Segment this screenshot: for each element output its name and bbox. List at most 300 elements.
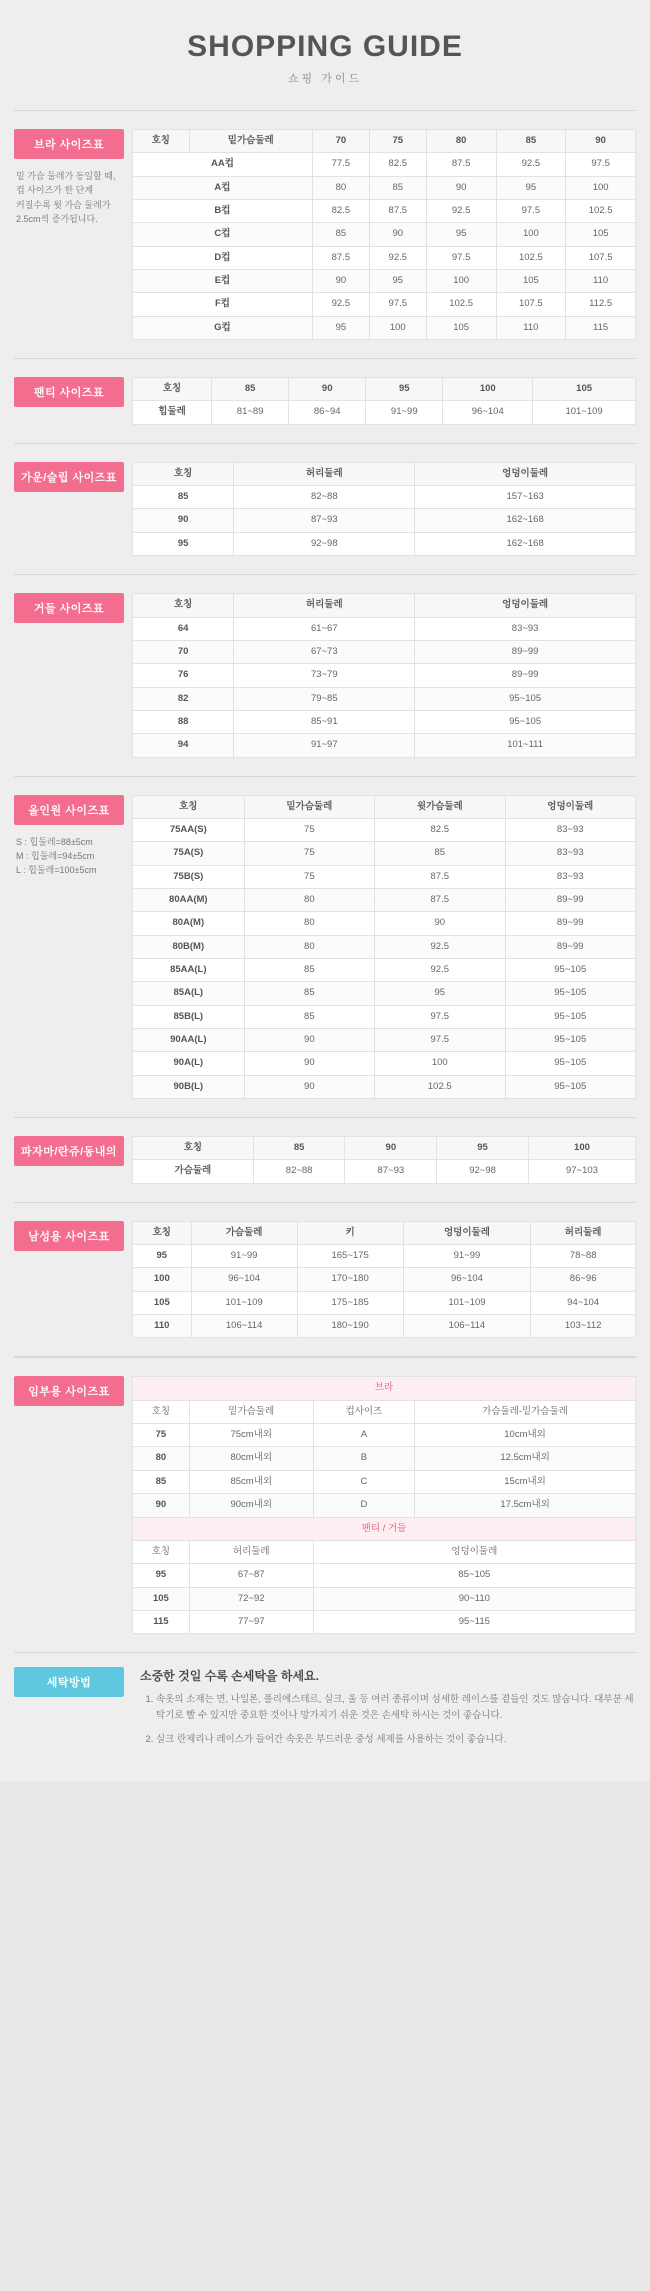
row-label: 힙둘레 bbox=[133, 401, 212, 424]
table-cell: 92.5 bbox=[426, 200, 496, 223]
column-header: 호칭 bbox=[133, 1137, 254, 1160]
wash-list bbox=[140, 1692, 636, 1747]
table-cell: 112.5 bbox=[566, 293, 636, 316]
wash-instruction: 1. 속옷의 소재는 면, 나일론, 폴리에스테르, 실크, 울 등 여러 종류이며 섬세한 레이스를 곁들인 것도 많습니다. 대부분 세탁기로 빨 수 있지만 중요한 것이나 망가지기 쉬운 것은 손세탁 하시는 것이 좋습니다. bbox=[156, 1692, 636, 1724]
row-label: 80AA(M) bbox=[133, 888, 245, 911]
table-row bbox=[133, 1268, 636, 1291]
section-tag: 올인원 사이즈표 bbox=[14, 795, 124, 825]
row-label: 95 bbox=[133, 1564, 190, 1587]
table-cell: 77.5 bbox=[312, 153, 369, 176]
table-cell: 101~109 bbox=[403, 1291, 531, 1314]
column-header: 85 bbox=[212, 378, 289, 401]
table-row bbox=[133, 1564, 636, 1587]
column-header: 호칭 bbox=[133, 130, 190, 153]
table-cell: 95~105 bbox=[505, 1075, 636, 1098]
table-cell: 95~115 bbox=[313, 1610, 635, 1633]
table-cell: 92~98 bbox=[234, 532, 415, 555]
row-label: 100 bbox=[133, 1268, 192, 1291]
table-cell: 72~92 bbox=[189, 1587, 313, 1610]
column-header: 75 bbox=[369, 130, 426, 153]
table-cell: 95 bbox=[375, 982, 505, 1005]
table-cell: 80 bbox=[244, 935, 374, 958]
table-row bbox=[133, 532, 636, 555]
table-cell: A bbox=[313, 1424, 415, 1447]
table-cell: 85 bbox=[369, 176, 426, 199]
table-cell: 82~88 bbox=[234, 486, 415, 509]
table-row bbox=[133, 316, 636, 339]
table-cell: 83~93 bbox=[415, 617, 636, 640]
table-cell: 170~180 bbox=[297, 1268, 403, 1291]
row-label: 115 bbox=[133, 1610, 190, 1633]
table-cell: 82.5 bbox=[369, 153, 426, 176]
table-cell: 75 bbox=[244, 865, 374, 888]
row-label: C컵 bbox=[133, 223, 313, 246]
row-label: 82 bbox=[133, 687, 234, 710]
table-row bbox=[133, 710, 636, 733]
table-cell: 94~104 bbox=[531, 1291, 636, 1314]
section-left-col bbox=[14, 129, 132, 227]
column-header: 85 bbox=[496, 130, 566, 153]
section-right-col bbox=[132, 462, 636, 556]
table-cell: 12.5cm내외 bbox=[415, 1447, 636, 1470]
column-header: 95 bbox=[366, 378, 443, 401]
row-label: F컵 bbox=[133, 293, 313, 316]
table-row bbox=[133, 1052, 636, 1075]
table-cell: 67~73 bbox=[234, 640, 415, 663]
row-label: AA컵 bbox=[133, 153, 313, 176]
table-cell: 115 bbox=[566, 316, 636, 339]
section-tag-maternity: 임부용 사이즈표 bbox=[14, 1376, 124, 1406]
table-row bbox=[133, 1610, 636, 1633]
table-row bbox=[133, 246, 636, 269]
section-note: 밑 가슴 둘레가 동일할 때, 컵 사이즈가 한 단계 커질수록 윗 가슴 둘레가 2.5cm씩 증가됩니다. bbox=[16, 171, 116, 225]
bottom-bar bbox=[0, 1781, 650, 1799]
table-cell: 89~99 bbox=[415, 664, 636, 687]
table-cell: 95~105 bbox=[415, 687, 636, 710]
section-tag: 가운/슬립 사이즈표 bbox=[14, 462, 124, 492]
table-row bbox=[133, 223, 636, 246]
table-cell: 95 bbox=[426, 223, 496, 246]
table-cell: 102.5 bbox=[375, 1075, 505, 1098]
table-cell: 91~99 bbox=[403, 1245, 531, 1268]
column-header: 95 bbox=[437, 1137, 529, 1160]
row-label: G컵 bbox=[133, 316, 313, 339]
row-label: E컵 bbox=[133, 270, 313, 293]
table-header-row bbox=[133, 1221, 636, 1244]
column-header: 엉덩이둘레 bbox=[505, 795, 636, 818]
wash-body bbox=[132, 1667, 636, 1754]
table-cell: 97~103 bbox=[528, 1160, 635, 1183]
table-cell: 90 bbox=[244, 1075, 374, 1098]
table-cell: 79~85 bbox=[234, 687, 415, 710]
row-label: 75 bbox=[133, 1424, 190, 1447]
column-header: 허리둘레 bbox=[189, 1540, 313, 1563]
table-cell: 90 bbox=[375, 912, 505, 935]
table-cell: 83~93 bbox=[505, 842, 636, 865]
row-label: 85 bbox=[133, 1470, 190, 1493]
row-label: 95 bbox=[133, 1245, 192, 1268]
table-cell: 102.5 bbox=[496, 246, 566, 269]
section-left-col bbox=[14, 795, 132, 878]
section-tag: 남성용 사이즈표 bbox=[14, 1221, 124, 1251]
table-cell: 75 bbox=[244, 842, 374, 865]
table-cell: 89~99 bbox=[505, 935, 636, 958]
table-row bbox=[133, 1447, 636, 1470]
wash-left-col bbox=[14, 1667, 132, 1697]
table-cell: 78~88 bbox=[531, 1245, 636, 1268]
wash-title: 소중한 것일 수록 손세탁을 하세요. bbox=[140, 1669, 319, 1684]
table-cell: 92~98 bbox=[437, 1160, 529, 1183]
row-label: 95 bbox=[133, 532, 234, 555]
table-row bbox=[133, 888, 636, 911]
column-header: 100 bbox=[443, 378, 533, 401]
row-label: 90B(L) bbox=[133, 1075, 245, 1098]
table-cell: 107.5 bbox=[496, 293, 566, 316]
section-tag: 파자마/란쥬/동내의 bbox=[14, 1136, 124, 1166]
table-cell: 96~104 bbox=[443, 401, 533, 424]
table-cell: 82.5 bbox=[375, 818, 505, 841]
table-row bbox=[133, 1029, 636, 1052]
table-cell: 83~93 bbox=[505, 818, 636, 841]
table-cell: 92.5 bbox=[369, 246, 426, 269]
row-label: A컵 bbox=[133, 176, 313, 199]
column-header: 80 bbox=[426, 130, 496, 153]
row-label: 94 bbox=[133, 734, 234, 757]
table-header-row bbox=[133, 1540, 636, 1563]
table-cell: 80 bbox=[244, 888, 374, 911]
table-cell: 89~99 bbox=[415, 640, 636, 663]
row-label: 80A(M) bbox=[133, 912, 245, 935]
section-left-col bbox=[14, 1136, 132, 1166]
section-size-table bbox=[0, 444, 650, 574]
table-cell: 100 bbox=[566, 176, 636, 199]
column-header: 윗가슴둘레 bbox=[375, 795, 505, 818]
table-cell: 97.5 bbox=[375, 1029, 505, 1052]
size-table bbox=[132, 1221, 636, 1339]
table-row bbox=[133, 509, 636, 532]
table-row bbox=[133, 912, 636, 935]
table-row bbox=[133, 401, 636, 424]
table-cell: 96~104 bbox=[403, 1268, 531, 1291]
table-cell: 97.5 bbox=[566, 153, 636, 176]
table-cell: 162~168 bbox=[415, 509, 636, 532]
table-cell: 96~104 bbox=[191, 1268, 297, 1291]
section-size-table bbox=[0, 777, 650, 1117]
table-cell: 95 bbox=[312, 316, 369, 339]
column-header: 허리둘레 bbox=[234, 462, 415, 485]
table-cell: 85~105 bbox=[313, 1564, 635, 1587]
table-cell: 92.5 bbox=[375, 958, 505, 981]
table-cell: 95 bbox=[496, 176, 566, 199]
row-label: 70 bbox=[133, 640, 234, 663]
table-row bbox=[133, 293, 636, 316]
row-label: D컵 bbox=[133, 246, 313, 269]
column-header: 엉덩이둘레 bbox=[415, 594, 636, 617]
row-label: 80 bbox=[133, 1447, 190, 1470]
row-label: 64 bbox=[133, 617, 234, 640]
table-cell: 92.5 bbox=[312, 293, 369, 316]
wash-instruction: 2. 실크 란제리나 레이스가 들어간 속옷은 부드러운 중성 세제를 사용하는 것이 좋습니다. bbox=[156, 1732, 636, 1748]
table-row bbox=[133, 153, 636, 176]
page-subtitle: 쇼핑 가이드 bbox=[287, 73, 363, 85]
table-cell: 100 bbox=[375, 1052, 505, 1075]
table-cell: 87.5 bbox=[375, 888, 505, 911]
row-label: 75B(S) bbox=[133, 865, 245, 888]
table-cell: 102.5 bbox=[426, 293, 496, 316]
table-cell: 90 bbox=[312, 270, 369, 293]
table-cell: 67~87 bbox=[189, 1564, 313, 1587]
size-table bbox=[132, 795, 636, 1099]
table-cell: 87.5 bbox=[312, 246, 369, 269]
table-cell: 75 bbox=[244, 818, 374, 841]
row-label: 90 bbox=[133, 1494, 190, 1517]
section-note: S : 힙둘레=88±5cm M : 힙둘레=94±5cm L : 힙둘레=100±5cm bbox=[16, 836, 97, 876]
table-cell: 85cm내외 bbox=[189, 1470, 313, 1493]
table-row bbox=[133, 935, 636, 958]
table-cell: 162~168 bbox=[415, 532, 636, 555]
table-header-row bbox=[133, 462, 636, 485]
column-header: 밑가슴둘레 bbox=[244, 795, 374, 818]
column-header: 밑가슴둘레 bbox=[189, 130, 312, 153]
table-cell: 10cm내외 bbox=[415, 1424, 636, 1447]
table-row bbox=[133, 734, 636, 757]
table-row bbox=[133, 1291, 636, 1314]
column-header: 가슴둘레-밑가슴둘레 bbox=[415, 1400, 636, 1423]
table-cell: 82~88 bbox=[253, 1160, 345, 1183]
table-row bbox=[133, 200, 636, 223]
section-right-col bbox=[132, 377, 636, 425]
row-label: 가슴둘레 bbox=[133, 1160, 254, 1183]
table-cell: 91~99 bbox=[191, 1245, 297, 1268]
table-cell: 90 bbox=[244, 1029, 374, 1052]
table-cell: 83~93 bbox=[505, 865, 636, 888]
table-cell: 85 bbox=[312, 223, 369, 246]
row-label: 110 bbox=[133, 1315, 192, 1338]
table-cell: 87.5 bbox=[426, 153, 496, 176]
page-header bbox=[0, 0, 650, 110]
size-table bbox=[132, 593, 636, 757]
section-left-col bbox=[14, 462, 132, 492]
table-cell: 92.5 bbox=[496, 153, 566, 176]
table-row bbox=[133, 958, 636, 981]
table-cell: 105 bbox=[566, 223, 636, 246]
table-cell: 80cm내외 bbox=[189, 1447, 313, 1470]
table-cell: 81~89 bbox=[212, 401, 289, 424]
column-header: 엉덩이둘레 bbox=[313, 1540, 635, 1563]
table-header-row bbox=[133, 594, 636, 617]
table-cell: 90 bbox=[369, 223, 426, 246]
table-row bbox=[133, 1470, 636, 1493]
column-header: 키 bbox=[297, 1221, 403, 1244]
table-row bbox=[133, 617, 636, 640]
row-label: 85B(L) bbox=[133, 1005, 245, 1028]
column-header: 엉덩이둘레 bbox=[403, 1221, 531, 1244]
table-cell: 75cm내외 bbox=[189, 1424, 313, 1447]
size-table bbox=[132, 129, 636, 340]
table-cell: 157~163 bbox=[415, 486, 636, 509]
column-header: 엉덩이둘레 bbox=[415, 462, 636, 485]
table-cell: 106~114 bbox=[191, 1315, 297, 1338]
table-row bbox=[133, 1160, 636, 1183]
row-label: 85AA(L) bbox=[133, 958, 245, 981]
table-cell: 175~185 bbox=[297, 1291, 403, 1314]
table-cell: 85~91 bbox=[234, 710, 415, 733]
maternity-right-col bbox=[132, 1376, 636, 1634]
table-cell: 97.5 bbox=[426, 246, 496, 269]
table-cell: 17.5cm내외 bbox=[415, 1494, 636, 1517]
section-wash bbox=[0, 1653, 650, 1780]
table-row bbox=[133, 270, 636, 293]
table-cell: D bbox=[313, 1494, 415, 1517]
subheader-label: 팬티 / 거들 bbox=[133, 1517, 636, 1540]
row-label: 90 bbox=[133, 509, 234, 532]
section-size-table bbox=[0, 575, 650, 775]
table-cell: 87.5 bbox=[375, 865, 505, 888]
table-cell: 82.5 bbox=[312, 200, 369, 223]
table-cell: 95~105 bbox=[505, 1005, 636, 1028]
table-subheader-row bbox=[133, 1377, 636, 1400]
table-cell: 97.5 bbox=[496, 200, 566, 223]
table-cell: 85 bbox=[244, 982, 374, 1005]
table-cell: 87~93 bbox=[234, 509, 415, 532]
table-cell: 89~99 bbox=[505, 888, 636, 911]
table-row bbox=[133, 486, 636, 509]
table-header-row bbox=[133, 130, 636, 153]
table-row bbox=[133, 664, 636, 687]
table-cell: 80 bbox=[244, 912, 374, 935]
table-cell: 85 bbox=[244, 958, 374, 981]
table-cell: B bbox=[313, 1447, 415, 1470]
table-cell: 95~105 bbox=[505, 982, 636, 1005]
row-label: 105 bbox=[133, 1587, 190, 1610]
column-header: 허리둘레 bbox=[234, 594, 415, 617]
row-label: B컵 bbox=[133, 200, 313, 223]
section-right-col bbox=[132, 1136, 636, 1184]
row-label: 90A(L) bbox=[133, 1052, 245, 1075]
size-table bbox=[132, 462, 636, 556]
table-cell: 101~111 bbox=[415, 734, 636, 757]
table-cell: 100 bbox=[426, 270, 496, 293]
row-label: 88 bbox=[133, 710, 234, 733]
row-label: 85 bbox=[133, 486, 234, 509]
table-cell: 85 bbox=[244, 1005, 374, 1028]
section-size-table bbox=[0, 1203, 650, 1357]
table-subheader-row bbox=[133, 1517, 636, 1540]
section-tag-wash: 세탁방법 bbox=[14, 1667, 124, 1697]
column-header: 호칭 bbox=[133, 1540, 190, 1563]
table-cell: 110 bbox=[496, 316, 566, 339]
table-cell: 90 bbox=[426, 176, 496, 199]
table-row bbox=[133, 865, 636, 888]
table-cell: 86~96 bbox=[531, 1268, 636, 1291]
table-cell: 86~94 bbox=[289, 401, 366, 424]
table-cell: 95~105 bbox=[505, 1029, 636, 1052]
table-row bbox=[133, 842, 636, 865]
table-cell: 102.5 bbox=[566, 200, 636, 223]
column-header: 호칭 bbox=[133, 1221, 192, 1244]
column-header: 호칭 bbox=[133, 1400, 190, 1423]
maternity-table bbox=[132, 1376, 636, 1634]
size-table bbox=[132, 377, 636, 425]
table-cell: 90~110 bbox=[313, 1587, 635, 1610]
row-label: 76 bbox=[133, 664, 234, 687]
table-cell: 95~105 bbox=[505, 1052, 636, 1075]
section-right-col bbox=[132, 795, 636, 1099]
table-row bbox=[133, 1587, 636, 1610]
table-cell: 100 bbox=[369, 316, 426, 339]
section-size-table bbox=[0, 1118, 650, 1202]
section-right-col bbox=[132, 129, 636, 340]
table-cell: 107.5 bbox=[566, 246, 636, 269]
maternity-left-col bbox=[14, 1376, 132, 1406]
table-row bbox=[133, 1245, 636, 1268]
section-size-table bbox=[0, 111, 650, 358]
subheader-label: 브라 bbox=[133, 1377, 636, 1400]
table-cell: C bbox=[313, 1470, 415, 1493]
table-cell: 165~175 bbox=[297, 1245, 403, 1268]
table-row bbox=[133, 818, 636, 841]
column-header: 컵사이즈 bbox=[313, 1400, 415, 1423]
table-row bbox=[133, 640, 636, 663]
section-left-col bbox=[14, 377, 132, 407]
table-cell: 105 bbox=[426, 316, 496, 339]
column-header: 85 bbox=[253, 1137, 345, 1160]
table-cell: 95 bbox=[369, 270, 426, 293]
table-cell: 180~190 bbox=[297, 1315, 403, 1338]
table-row bbox=[133, 1424, 636, 1447]
table-cell: 105 bbox=[496, 270, 566, 293]
table-row bbox=[133, 1315, 636, 1338]
table-cell: 95~105 bbox=[505, 958, 636, 981]
row-label: 105 bbox=[133, 1291, 192, 1314]
table-row bbox=[133, 687, 636, 710]
table-header-row bbox=[133, 1137, 636, 1160]
column-header: 호칭 bbox=[133, 795, 245, 818]
section-maternity bbox=[0, 1358, 650, 1652]
table-header-row bbox=[133, 378, 636, 401]
row-label: 75A(S) bbox=[133, 842, 245, 865]
table-cell: 15cm내외 bbox=[415, 1470, 636, 1493]
table-row bbox=[133, 1075, 636, 1098]
table-cell: 61~67 bbox=[234, 617, 415, 640]
column-header: 밑가슴둘레 bbox=[189, 1400, 313, 1423]
row-label: 85A(L) bbox=[133, 982, 245, 1005]
table-cell: 95~105 bbox=[415, 710, 636, 733]
page-title: SHOPPING GUIDE bbox=[187, 30, 463, 63]
table-cell: 73~79 bbox=[234, 664, 415, 687]
table-cell: 87~93 bbox=[345, 1160, 437, 1183]
section-tag: 팬티 사이즈표 bbox=[14, 377, 124, 407]
table-cell: 101~109 bbox=[191, 1291, 297, 1314]
column-header: 허리둘레 bbox=[531, 1221, 636, 1244]
table-row bbox=[133, 1494, 636, 1517]
column-header: 가슴둘레 bbox=[191, 1221, 297, 1244]
row-label: 75AA(S) bbox=[133, 818, 245, 841]
table-cell: 101~109 bbox=[533, 401, 636, 424]
table-cell: 92.5 bbox=[375, 935, 505, 958]
table-row bbox=[133, 982, 636, 1005]
table-cell: 106~114 bbox=[403, 1315, 531, 1338]
table-cell: 77~97 bbox=[189, 1610, 313, 1633]
table-row bbox=[133, 1005, 636, 1028]
section-size-table bbox=[0, 359, 650, 443]
row-label: 90AA(L) bbox=[133, 1029, 245, 1052]
column-header: 100 bbox=[528, 1137, 635, 1160]
column-header: 90 bbox=[289, 378, 366, 401]
column-header: 90 bbox=[345, 1137, 437, 1160]
column-header: 호칭 bbox=[133, 378, 212, 401]
section-tag: 브라 사이즈표 bbox=[14, 129, 124, 159]
